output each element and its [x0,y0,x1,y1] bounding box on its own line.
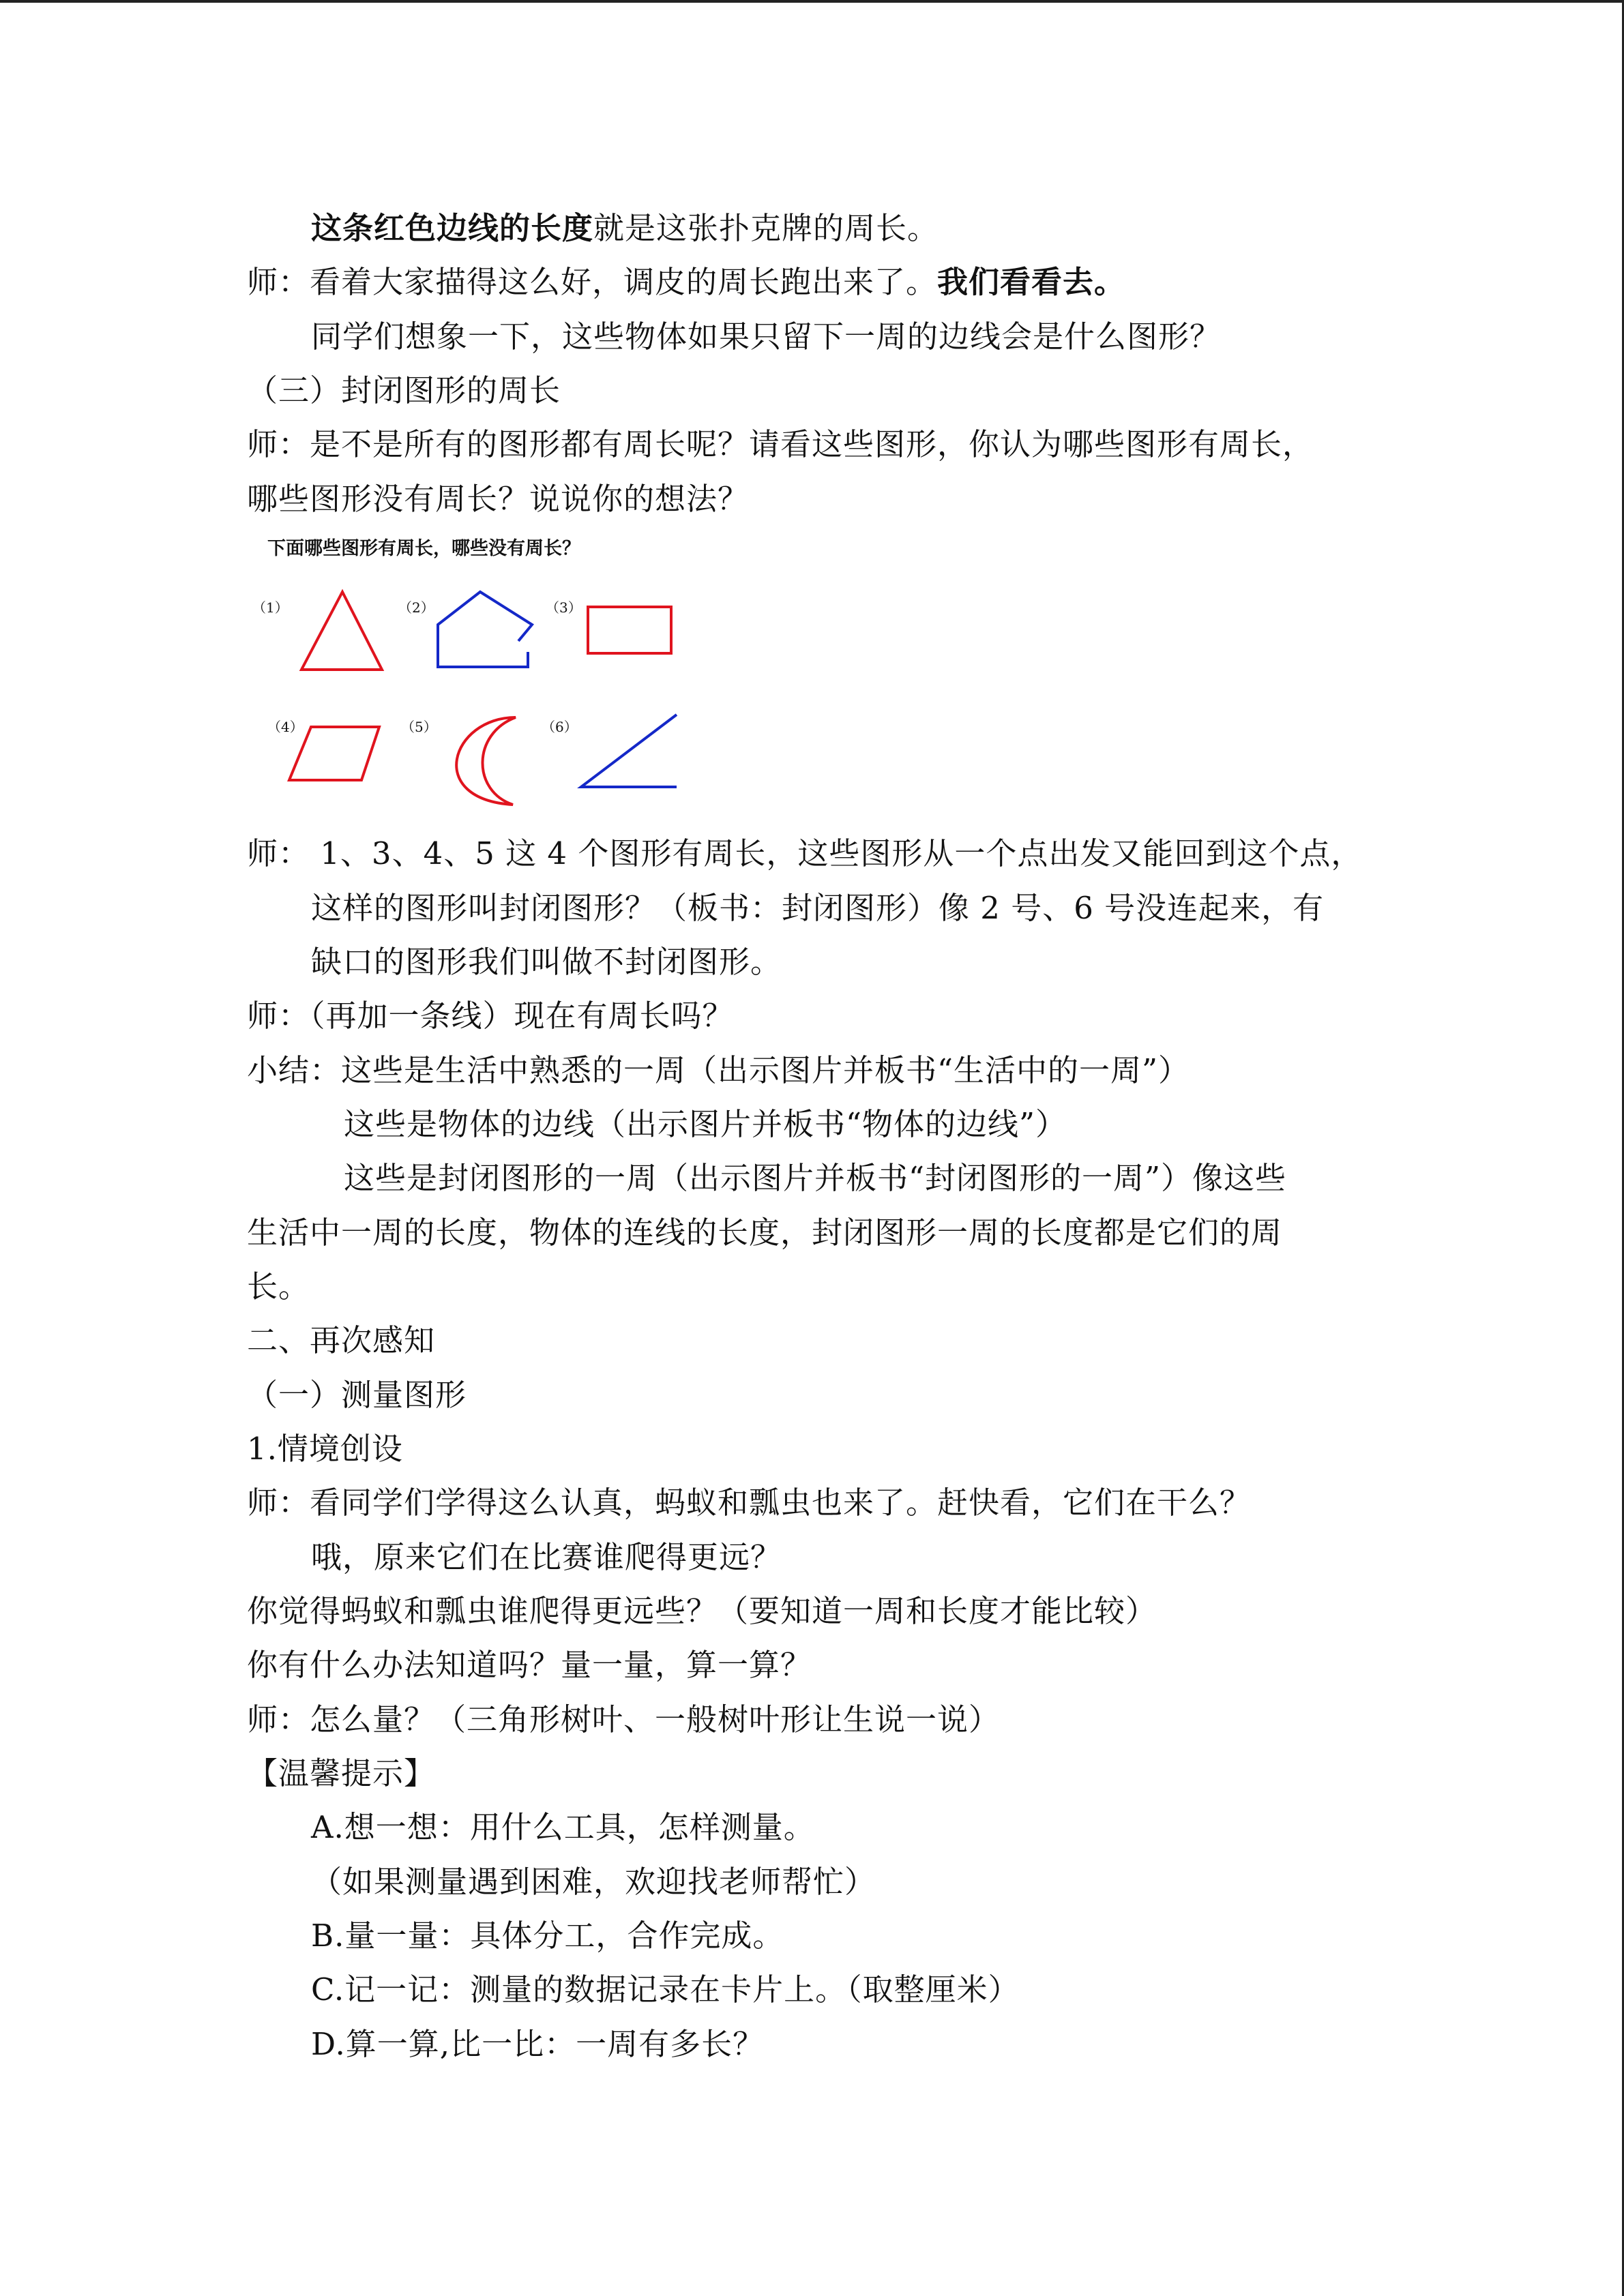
tip-d: D.算一算,比一比：一周有多长？ [311,2026,765,2062]
line-13: 这些是封闭图形的一周（出示图片并板书“封闭图形的一周”）像这些 [344,1160,1287,1196]
rectangle-shape [581,600,677,661]
page-top-border [0,0,1624,3]
section-heading-measure-figures: （一）测量图形 [247,1377,467,1413]
tip-b: B.量一量：具体分工，合作完成。 [311,1918,784,1954]
tip-c: C.记一记：测量的数据记录在卡片上。（取整厘米） [311,1971,1020,2008]
line-3: 同学们想象一下，这些物体如果只留下一周的边线会是什么图形？ [311,318,1222,355]
figure-label-6: （6） [542,719,578,735]
shapes-figure [247,532,724,818]
line-1 [311,208,939,249]
line-23: 师：怎么量？（三角形树叶、一般树叶形让生说一说） [247,1701,1001,1738]
line-5: 师：是不是所有的图形都有周长呢？请看这些图形，你认为哪些图形有周长， [247,426,1314,462]
triangle-shape [295,586,390,675]
line-9: 缺口的图形我们叫做不封闭图形。 [311,944,782,980]
tip-a: A.想一想：用什么工具，怎样测量。 [311,1809,815,1845]
tips-heading: 【温馨提示】 [247,1755,436,1791]
line-20: 哦，原来它们在比赛谁爬得更远？ [311,1539,782,1575]
line-2-bold: 我们看看去。 [937,264,1126,300]
tip-a-note: （如果测量遇到困难，欢迎找老师帮忙） [311,1864,876,1900]
line-10: 师：（再加一条线）现在有周长吗？ [247,998,734,1034]
summary-line: 小结：这些是生活中熟悉的一周（出示图片并板书“生活中的一周”） [247,1052,1190,1088]
line-8: 这样的图形叫封闭图形？（板书：封闭图形）像 2 号、6 号没连起来，有 [311,890,1325,926]
line-15: 长。 [247,1268,310,1304]
open-pentagon-shape [431,586,540,675]
line-2-text: 师：看着大家描得这么好，调皮的周长跑出来了。 [247,264,938,300]
line-2 [247,262,1125,303]
figure-title: 下面哪些图形有周长，哪些没有周长？ [267,538,580,559]
line-14: 生活中一周的长度，物体的连线的长度，封闭图形一周的长度都是它们的周 [247,1214,1283,1251]
line-12: 这些是物体的边线（出示图片并板书“物体的边线”） [344,1106,1067,1142]
line-22: 你有什么办法知道吗？量一量，算一算？ [247,1647,812,1683]
line-7: 师： 1、3、4、5 这 4 个图形有周长，这些图形从一个点出发又能回到这个点， [247,835,1363,871]
line-1-bold: 这条红色边线的长度 [311,210,594,246]
line-19: 师：看同学们学得这么认真，蚂蚁和瓢虫也来了。赶快看，它们在干么？ [247,1485,1252,1521]
figure-label-5: （5） [401,719,437,735]
line-6: 哪些图形没有周长？说说你的想法？ [247,481,750,517]
line-21: 你觉得蚂蚁和瓢虫谁爬得更远些？（要知道一周和长度才能比较） [247,1593,1157,1629]
figure-label-2: （2） [398,599,434,616]
figure-label-4: （4） [267,719,304,735]
parallelogram-shape [281,716,383,791]
section-heading-scenario: 1.情境创设 [247,1431,403,1467]
section-heading-perceive-again: 二、再次感知 [247,1322,436,1358]
open-angle-shape [574,702,690,805]
section-heading-closed-figures: （三）封闭图形的周长 [247,372,561,408]
figure-label-3: （3） [546,599,582,616]
crescent-shape [431,711,533,813]
line-1-rest: 就是这张扑克牌的周长。 [593,210,939,246]
figure-label-1: （1） [252,599,289,616]
